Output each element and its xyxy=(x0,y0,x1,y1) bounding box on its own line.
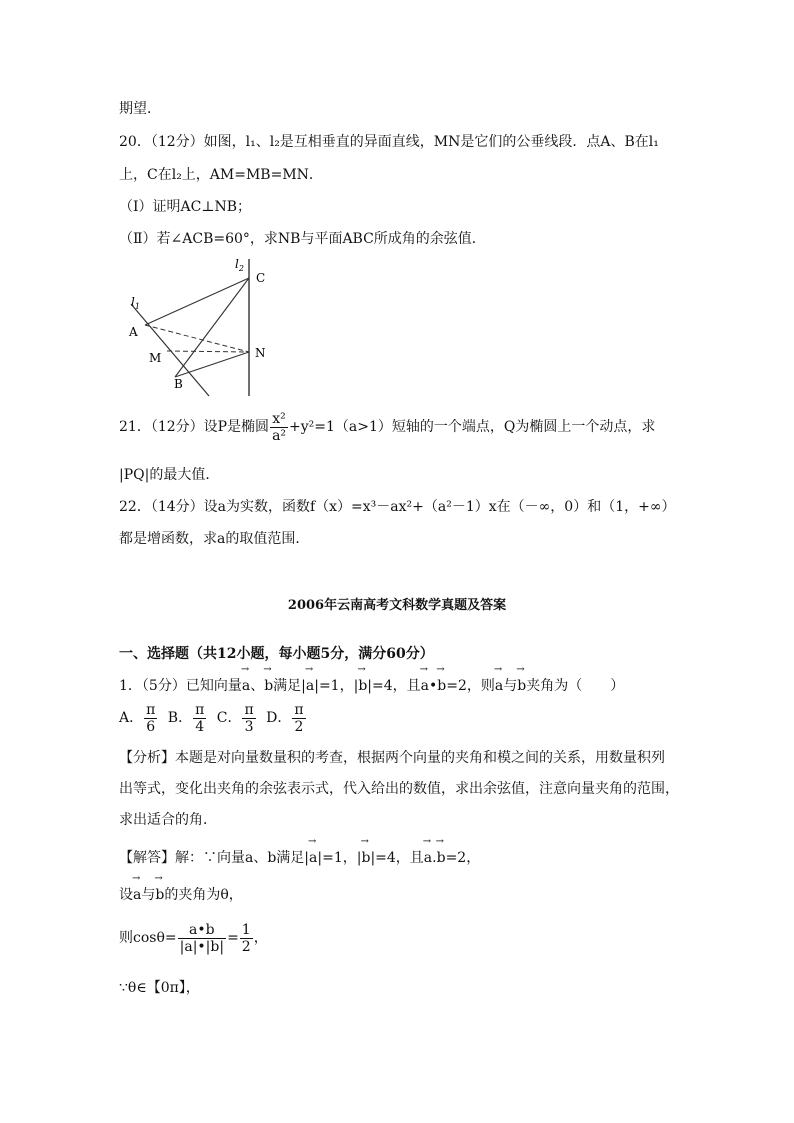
line-l1 xyxy=(131,304,209,396)
text-line: 期望． xyxy=(119,101,161,117)
q1-options: A． $\frac{\pi}{6}$ B． $\frac{\pi}{4}$ C． $\frac{\pi}{3}$ D． $\frac{\pi}{2}$ xyxy=(119,701,304,735)
label-l1: $l_1$ xyxy=(131,295,140,311)
solution-line-cos: 则cosθ= $\frac{a•b}{|a|•|b|}$ = $\frac{1}{2}$ ， xyxy=(119,921,268,955)
solution-line-2: 设→ a与→ b的夹角为θ， xyxy=(119,885,243,905)
analysis-line-2: 出等式，变化出夹角的余弦表示式，代入给出的数值，求出余弦值，注意向量夹角的范围， xyxy=(119,781,679,797)
label-B: B xyxy=(174,377,183,391)
q20-part-1: （Ⅰ）证明AC⊥NB； xyxy=(119,199,252,215)
solution-line-1: 【解答】解：∵向量a、b满足|→ a|=1，|→ b|=4，且→ a.→ b=2， xyxy=(119,848,480,868)
analysis-line-1: 【分析】本题是对向量数量积的考查，根据两个向量的夹角和模之间的关系，用数量积列 xyxy=(119,750,665,766)
q21-line-2: |PQ|的最大值． xyxy=(119,467,220,483)
q20-line-1: 20．（12分）如图，l₁、l₂是互相垂直的异面直线，MN是它们的公垂线段．点A、B在l₁ xyxy=(119,134,659,150)
page-title: 2006年云南高考文科数学真题及答案 xyxy=(287,598,507,613)
q20-line-2: 上，C在l₂上，AM=MB=MN． xyxy=(119,167,323,183)
q21-line-1: 21．（12分）设P是椭圆 $\frac{\text{x²}}{\text{a²}}$ +y²=1（a>1）短轴的一个端点，Q为椭圆上一个动点，求 xyxy=(119,410,656,444)
solution-line-range: ∵θ∈【0π】， xyxy=(119,980,200,996)
label-A: A xyxy=(129,325,138,339)
segment-BN xyxy=(175,352,249,377)
q22-line-2: 都是增函数，求a的取值范围． xyxy=(119,531,310,547)
q22-line-1: 22．（14分）设a为实数，函数f（x）=x³－ax²+（a²－1）x在（－∞，0）和（1，+∞） xyxy=(119,499,676,515)
label-l2: $l_2$ xyxy=(235,257,244,273)
segment-MN xyxy=(167,351,249,352)
segment-BC xyxy=(175,278,249,377)
q20-part-2: （Ⅱ）若∠ACB=60°，求NB与平面ABC所成角的余弦值． xyxy=(119,231,486,247)
section-heading: 一、选择题（共12小题，每小题5分，满分60分） xyxy=(119,646,434,662)
label-N: N xyxy=(255,346,266,360)
geometry-figure xyxy=(119,254,279,399)
label-M: M xyxy=(149,351,162,365)
segment-AC xyxy=(145,278,249,325)
label-C: C xyxy=(256,271,266,285)
analysis-line-3: 求出适合的角． xyxy=(119,812,217,828)
q1-stem: 1．（5分）已知向量→ a、→ b满足|→ a|=1，|→ b|=4，且→ a•→ b=2，则→ a与→ b夹角为（ ） xyxy=(119,676,624,696)
